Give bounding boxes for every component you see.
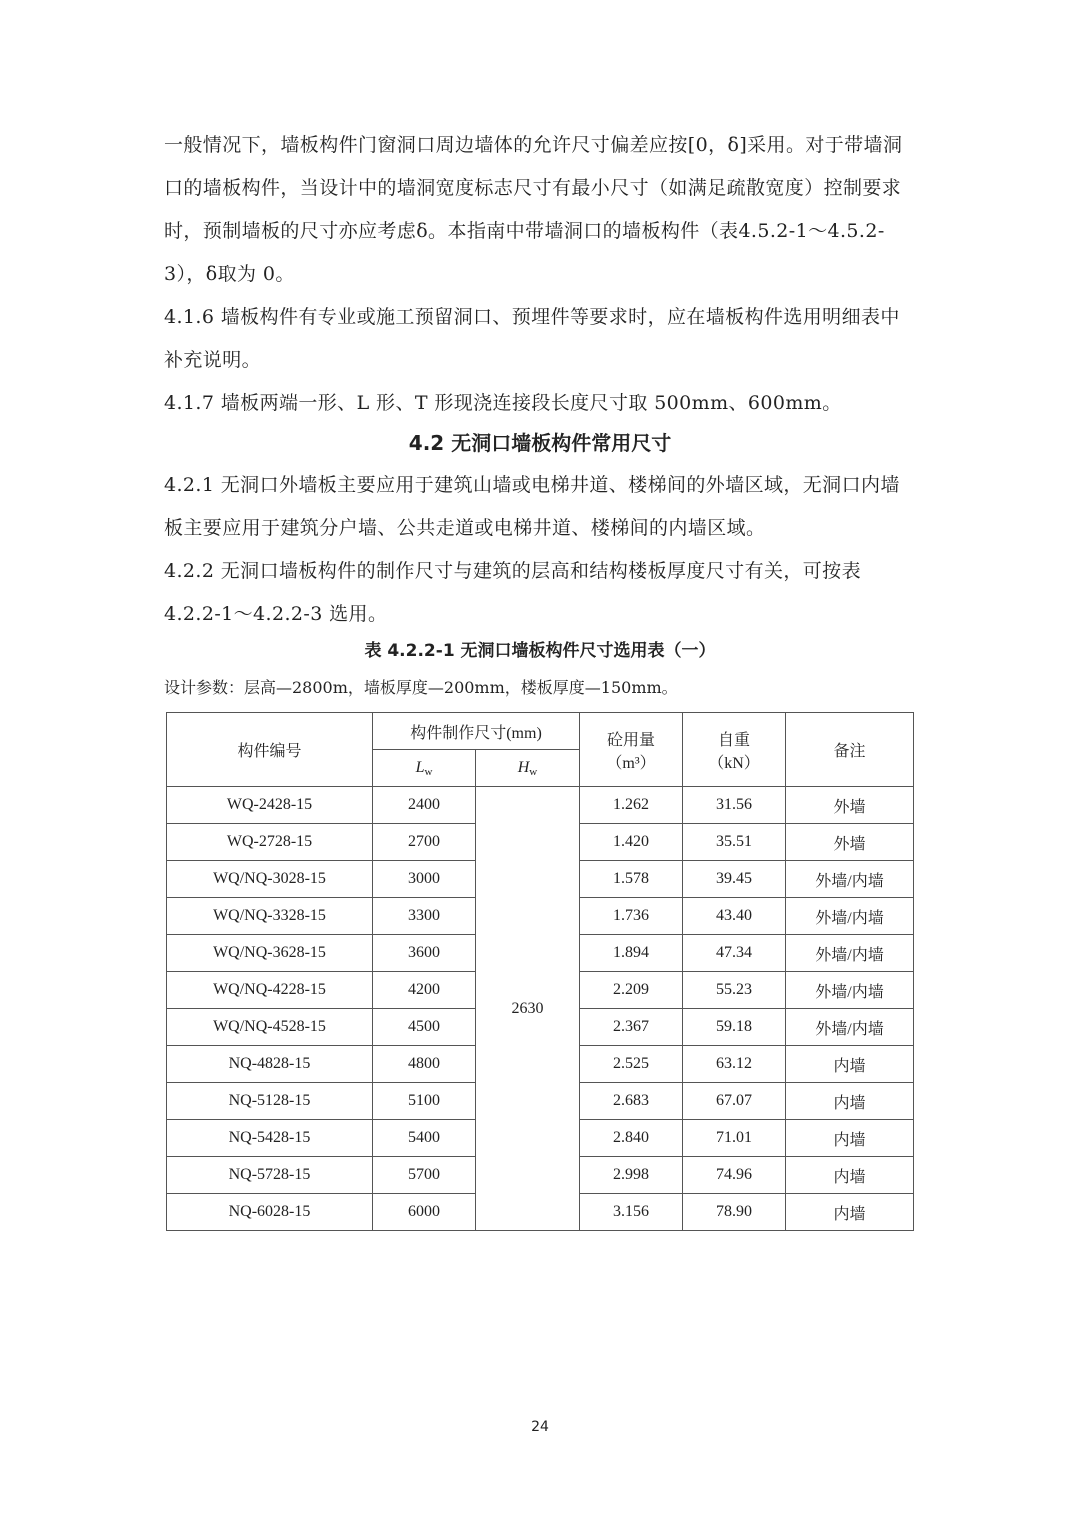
cell-concrete: 3.156 [580, 1194, 683, 1231]
cell-component-id: NQ-5128-15 [167, 1083, 373, 1120]
cell-lw: 6000 [373, 1194, 476, 1231]
header-hw-sub: w [529, 765, 538, 778]
cell-concrete: 1.736 [580, 898, 683, 935]
header-weight-label: 自重 [717, 731, 750, 749]
cell-component-id: WQ/NQ-3628-15 [167, 935, 373, 972]
cell-lw: 4500 [373, 1009, 476, 1046]
cell-note: 内墙 [786, 1083, 914, 1120]
cell-component-id: NQ-5428-15 [167, 1120, 373, 1157]
design-parameters: 设计参数：层高—2800m，墙板厚度—200mm，楼板厚度—150mm。 [164, 678, 678, 697]
header-lw-sub: w [424, 765, 433, 778]
cell-weight: 71.01 [683, 1120, 786, 1157]
cell-concrete: 2.367 [580, 1009, 683, 1046]
cell-component-id: NQ-6028-15 [167, 1194, 373, 1231]
cell-note: 外墙/内墙 [786, 1009, 914, 1046]
header-concrete [580, 713, 683, 787]
cell-weight: 78.90 [683, 1194, 786, 1231]
cell-concrete: 1.578 [580, 861, 683, 898]
cell-weight: 43.40 [683, 898, 786, 935]
cell-hw-merged: 2630 [476, 787, 580, 1231]
cell-lw: 5400 [373, 1120, 476, 1157]
cell-lw: 4800 [373, 1046, 476, 1083]
cell-concrete: 1.262 [580, 787, 683, 824]
header-component-id: 构件编号 [167, 713, 373, 787]
header-size-group: 构件制作尺寸(mm) [373, 713, 580, 750]
cell-note: 外墙/内墙 [786, 898, 914, 935]
cell-weight: 35.51 [683, 824, 786, 861]
cell-component-id: WQ/NQ-4228-15 [167, 972, 373, 1009]
cell-component-id: WQ/NQ-4528-15 [167, 1009, 373, 1046]
cell-component-id: WQ/NQ-3028-15 [167, 861, 373, 898]
cell-concrete: 2.840 [580, 1120, 683, 1157]
cell-concrete: 2.209 [580, 972, 683, 1009]
header-concrete-unit: （m³） [606, 754, 656, 772]
cell-component-id: WQ-2428-15 [167, 787, 373, 824]
section-title: 4.2 无洞口墙板构件常用尺寸 [408, 431, 672, 455]
cell-note: 外墙/内墙 [786, 935, 914, 972]
cell-concrete: 1.420 [580, 824, 683, 861]
cell-concrete: 2.683 [580, 1083, 683, 1120]
header-hw-main: H [517, 758, 530, 776]
cell-note: 外墙 [786, 787, 914, 824]
cell-note: 内墙 [786, 1046, 914, 1083]
cell-note: 外墙/内墙 [786, 972, 914, 1009]
cell-concrete: 2.525 [580, 1046, 683, 1083]
cell-note: 内墙 [786, 1120, 914, 1157]
cell-lw: 3600 [373, 935, 476, 972]
cell-concrete: 2.998 [580, 1157, 683, 1194]
table-caption: 表 4.2.2-1 无洞口墙板构件尺寸选用表（一） [364, 641, 716, 661]
cell-weight: 63.12 [683, 1046, 786, 1083]
cell-weight: 59.18 [683, 1009, 786, 1046]
table-body [167, 787, 914, 1231]
cell-weight: 67.07 [683, 1083, 786, 1120]
cell-component-id: WQ-2728-15 [167, 824, 373, 861]
cell-note: 内墙 [786, 1194, 914, 1231]
header-concrete-label: 砼用量 [606, 731, 655, 749]
header-lw [373, 750, 476, 787]
cell-component-id: NQ-5728-15 [167, 1157, 373, 1194]
table-row [167, 787, 914, 824]
cell-lw: 3300 [373, 898, 476, 935]
wall-panel-size-table [166, 712, 914, 1231]
paragraph-4-2-2: 4.2.2 无洞口墙板构件的制作尺寸与建筑的层高和结构楼板厚度尺寸有关，可按表 4.2.2-1～4.2.2-3 选用。 [164, 560, 861, 625]
header-weight-unit: （kN） [708, 754, 760, 772]
cell-weight: 55.23 [683, 972, 786, 1009]
paragraph-4-1-7: 4.1.7 墙板两端一形、L 形、T 形现浇连接段长度尺寸取 500mm、600mm。 [164, 392, 842, 414]
cell-note: 外墙/内墙 [786, 861, 914, 898]
cell-concrete: 1.894 [580, 935, 683, 972]
header-note: 备注 [786, 713, 914, 787]
cell-lw: 5700 [373, 1157, 476, 1194]
cell-component-id: WQ/NQ-3328-15 [167, 898, 373, 935]
cell-weight: 47.34 [683, 935, 786, 972]
cell-lw: 3000 [373, 861, 476, 898]
cell-lw: 5100 [373, 1083, 476, 1120]
page-number: 24 [531, 1419, 549, 1435]
header-lw-main: L [415, 758, 425, 776]
cell-weight: 39.45 [683, 861, 786, 898]
cell-component-id: NQ-4828-15 [167, 1046, 373, 1083]
paragraph-tolerance: 一般情况下，墙板构件门窗洞口周边墙体的允许尺寸偏差应按[0，δ]采用。对于带墙洞口的墙板构件，当设计中的墙洞宽度标志尺寸有最小尺寸（如满足疏散宽度）控制要求时，预制墙板的尺寸亦应考虑δ。本指南中带墙洞口的墙板构件（表4.5.2-1～4.5.2-3），δ取为 0。 [164, 134, 903, 285]
cell-weight: 31.56 [683, 787, 786, 824]
header-weight [683, 713, 786, 787]
cell-note: 外墙 [786, 824, 914, 861]
paragraph-4-2-1: 4.2.1 无洞口外墙板主要应用于建筑山墙或电梯井道、楼梯间的外墙区域，无洞口内墙板主要应用于建筑分户墙、公共走道或电梯井道、楼梯间的内墙区域。 [164, 474, 900, 539]
cell-weight: 74.96 [683, 1157, 786, 1194]
paragraph-4-1-6: 4.1.6 墙板构件有专业或施工预留洞口、预埋件等要求时，应在墙板构件选用明细表中补充说明。 [164, 306, 900, 371]
cell-lw: 2700 [373, 824, 476, 861]
cell-lw: 2400 [373, 787, 476, 824]
cell-note: 内墙 [786, 1157, 914, 1194]
cell-lw: 4200 [373, 972, 476, 1009]
header-hw [476, 750, 580, 787]
